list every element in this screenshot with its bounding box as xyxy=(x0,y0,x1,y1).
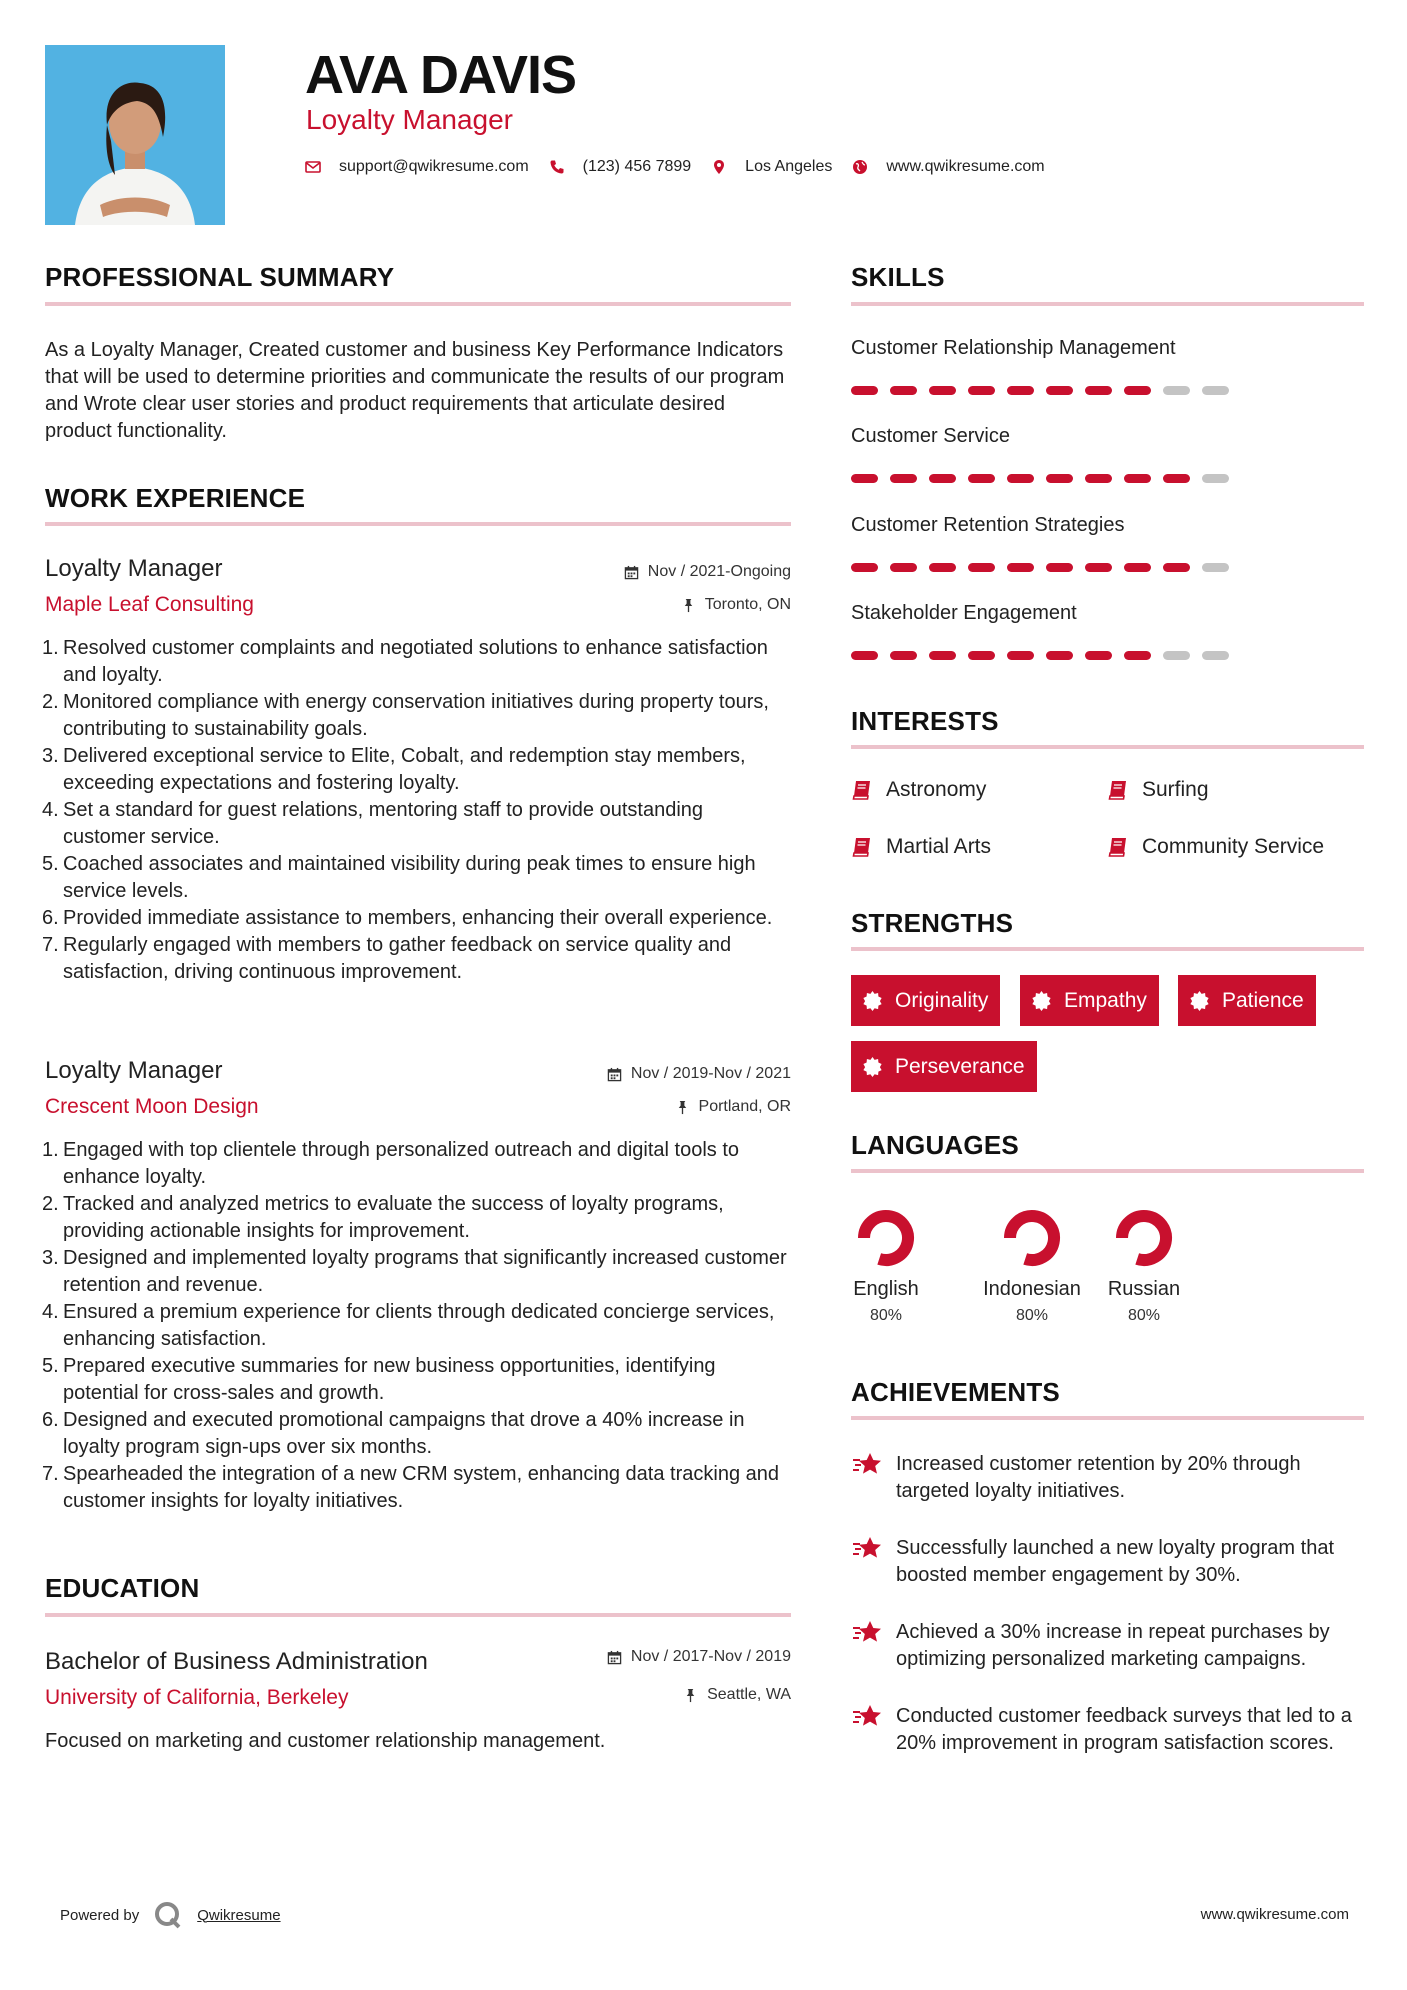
skill-dot-filled xyxy=(1124,474,1151,483)
languages-divider xyxy=(851,1169,1364,1173)
brand-link[interactable]: Qwikresume xyxy=(197,1906,281,1924)
skill-name: Customer Retention Strategies xyxy=(851,514,1125,536)
skills-heading: SKILLS xyxy=(851,262,945,292)
list-item: 3. Delivered exceptional service to Elite, Cobalt, and redemption stay members, exceeding expectations and fostering loyalty. xyxy=(42,745,746,794)
company-name: Maple Leaf Consulting xyxy=(45,593,254,616)
summary-text: As a Loyalty Manager, Created customer and business Key Performance Indicators that will be used to determine priorities and communicate the results of our program and Wrote clear user stories and product requirements that articulate desired product functionality. xyxy=(45,339,785,442)
skill-level-dots xyxy=(851,386,1241,395)
skill-dot-filled xyxy=(1007,651,1034,660)
contact-bar xyxy=(305,158,1065,176)
strength-label: Originality xyxy=(895,988,989,1012)
skill-name: Stakeholder Engagement xyxy=(851,602,1077,624)
job-dates-text: Nov / 2021-Ongoing xyxy=(647,563,791,580)
interests-divider xyxy=(851,745,1364,749)
candidate-role: Loyalty Manager xyxy=(306,104,514,135)
book-icon xyxy=(851,779,873,801)
skill-dot-filled xyxy=(929,651,956,660)
skill-dot-empty xyxy=(1163,651,1190,660)
candidate-name: AVA DAVIS xyxy=(305,45,577,105)
star-icon xyxy=(851,1617,883,1649)
job-title: Loyalty Manager xyxy=(45,555,223,582)
skill-dot-filled xyxy=(1124,651,1151,660)
achievement-item xyxy=(851,1535,1366,1589)
language-percent: 80% xyxy=(1127,1307,1161,1324)
interest-item xyxy=(851,835,991,859)
summary-heading: PROFESSIONAL SUMMARY xyxy=(45,262,395,292)
achievement-text: Conducted customer feedback surveys that led to a 20% improvement in program satisfaction scores. xyxy=(896,1705,1352,1754)
skill-dot-filled xyxy=(1124,563,1151,572)
footer-powered-by xyxy=(60,1900,281,1930)
skill-dot-filled xyxy=(890,563,917,572)
achievements-heading: ACHIEVEMENTS xyxy=(851,1377,1060,1407)
map-pin-icon xyxy=(711,159,727,175)
interest-label: Community Service xyxy=(1142,835,1325,858)
contact-location xyxy=(711,158,832,176)
strength-label: Empathy xyxy=(1064,988,1147,1012)
skill-dot-filled xyxy=(1085,386,1112,395)
interest-item xyxy=(1107,778,1209,802)
job-bullets xyxy=(42,1137,790,1515)
footer-website[interactable]: www.qwikresume.com xyxy=(1200,1906,1349,1923)
interest-item xyxy=(851,778,986,802)
skill-name: Customer Service xyxy=(851,425,1010,447)
strength-tag xyxy=(851,1041,1037,1092)
badge-icon xyxy=(863,991,883,1011)
job-title: Loyalty Manager xyxy=(45,1057,223,1084)
education-location-text: Seattle, WA xyxy=(707,1686,791,1703)
degree-title: Bachelor of Business Administration xyxy=(45,1648,428,1675)
powered-by-label: Powered by xyxy=(60,1906,140,1924)
skill-dot-filled xyxy=(851,563,878,572)
skill-dot-filled xyxy=(1046,651,1073,660)
job-dates xyxy=(607,1065,791,1083)
list-item: 6. Provided immediate assistance to members, enhancing their overall experience. xyxy=(42,907,773,929)
list-item: 2. Monitored compliance with energy conservation initiatives during property tours, contributing to sustainability goals. xyxy=(42,691,769,740)
strength-label: Patience xyxy=(1222,988,1304,1012)
profile-photo xyxy=(45,45,225,225)
job-dates xyxy=(624,563,791,581)
achievement-text: Achieved a 30% increase in repeat purchases by optimizing personalized marketing campaigns. xyxy=(896,1621,1330,1670)
achievement-item xyxy=(851,1451,1366,1505)
education-dates xyxy=(607,1648,791,1666)
education-location xyxy=(683,1686,791,1704)
contact-email[interactable] xyxy=(305,158,529,176)
interest-label: Surfing xyxy=(1142,778,1209,801)
skill-dot-empty xyxy=(1163,386,1190,395)
education-heading: EDUCATION xyxy=(45,1573,200,1603)
language-ring-arc xyxy=(1122,1216,1166,1260)
language-item xyxy=(972,1208,1092,1325)
language-percent: 80% xyxy=(869,1307,903,1324)
list-item: 1. Resolved customer complaints and negotiated solutions to enhance satisfaction and loyalty. xyxy=(42,637,768,686)
language-name: Russian xyxy=(1107,1278,1181,1300)
skill-dot-empty xyxy=(1202,563,1229,572)
strength-label: Perseverance xyxy=(895,1054,1025,1078)
skill-dot-filled xyxy=(851,474,878,483)
achievements-divider xyxy=(851,1416,1364,1420)
email-text: support@qwikresume.com xyxy=(339,158,529,175)
job-location xyxy=(681,596,791,614)
interests-heading: INTERESTS xyxy=(851,706,999,736)
languages-heading: LANGUAGES xyxy=(851,1130,1019,1160)
calendar-icon xyxy=(624,565,639,580)
pushpin-icon xyxy=(681,598,696,613)
language-name: Indonesian xyxy=(983,1278,1081,1300)
star-icon xyxy=(851,1533,883,1565)
skills-divider xyxy=(851,302,1364,306)
skill-dot-filled xyxy=(890,651,917,660)
skill-dot-filled xyxy=(968,651,995,660)
list-item: 1. Engaged with top clientele through personalized outreach and digital tools to enhance loyalty. xyxy=(42,1139,740,1188)
job-location xyxy=(675,1098,791,1116)
language-ring-arc xyxy=(1010,1216,1054,1260)
pushpin-icon xyxy=(675,1100,690,1115)
strength-tag xyxy=(1178,975,1316,1026)
phone-icon xyxy=(549,159,565,175)
strength-tag xyxy=(1020,975,1159,1026)
language-name: English xyxy=(853,1278,919,1300)
list-item: 2. Tracked and analyzed metrics to evaluate the success of loyalty programs, providing actionable insights for improvement. xyxy=(42,1193,724,1242)
list-item: 7. Spearheaded the integration of a new CRM system, enhancing data tracking and customer insights for loyalty initiatives. xyxy=(42,1463,779,1512)
qwikresume-logo-icon xyxy=(153,1900,183,1930)
summary-divider xyxy=(45,302,791,306)
skill-dot-empty xyxy=(1202,474,1229,483)
skill-name: Customer Relationship Management xyxy=(851,337,1176,359)
education-dates-text: Nov / 2017-Nov / 2019 xyxy=(630,1648,791,1665)
achievement-item xyxy=(851,1619,1366,1673)
skill-level-dots xyxy=(851,474,1241,483)
skill-dot-filled xyxy=(1046,474,1073,483)
list-item: 4. Set a standard for guest relations, mentoring staff to provide outstanding customer service. xyxy=(42,799,704,848)
skill-dot-filled xyxy=(890,474,917,483)
skill-dot-filled xyxy=(1085,651,1112,660)
location-text: Los Angeles xyxy=(745,158,833,175)
skill-dot-filled xyxy=(1085,563,1112,572)
skill-dot-empty xyxy=(1202,386,1229,395)
company-name: Crescent Moon Design xyxy=(45,1095,259,1118)
education-description: Focused on marketing and customer relationship management. xyxy=(45,1730,606,1752)
strengths-heading: STRENGTHS xyxy=(851,908,1014,938)
strength-tag xyxy=(851,975,1000,1026)
book-icon xyxy=(1107,836,1129,858)
badge-icon xyxy=(863,1057,883,1077)
skill-dot-filled xyxy=(1007,474,1034,483)
achievement-text: Successfully launched a new loyalty program that boosted member engagement by 30%. xyxy=(896,1537,1335,1586)
badge-icon xyxy=(1190,991,1210,1011)
skill-dot-filled xyxy=(890,386,917,395)
skill-dot-filled xyxy=(851,386,878,395)
book-icon xyxy=(851,836,873,858)
phone-text: (123) 456 7899 xyxy=(582,158,692,175)
globe-icon xyxy=(852,159,868,175)
skill-dot-filled xyxy=(1163,563,1190,572)
star-icon xyxy=(851,1449,883,1481)
skill-dot-empty xyxy=(1202,651,1229,660)
skill-dot-filled xyxy=(851,651,878,660)
badge-icon xyxy=(1032,991,1052,1011)
skill-dot-filled xyxy=(1007,386,1034,395)
interest-label: Martial Arts xyxy=(886,835,992,858)
contact-website[interactable] xyxy=(852,158,1044,176)
skill-dot-filled xyxy=(1046,563,1073,572)
language-ring-arc xyxy=(864,1216,908,1260)
education-divider xyxy=(45,1613,791,1617)
skill-dot-filled xyxy=(1163,474,1190,483)
skill-level-dots xyxy=(851,651,1241,660)
pushpin-icon xyxy=(683,1688,698,1703)
skill-dot-filled xyxy=(1046,386,1073,395)
skill-dot-filled xyxy=(1007,563,1034,572)
list-item: 4. Ensured a premium experience for clients through dedicated concierge services, enhancing satisfaction. xyxy=(42,1301,775,1350)
skill-dot-filled xyxy=(1124,386,1151,395)
interest-label: Astronomy xyxy=(886,778,987,801)
achievement-item xyxy=(851,1703,1366,1757)
skill-dot-filled xyxy=(929,563,956,572)
job-bullets xyxy=(42,635,790,986)
job-dates-text: Nov / 2019-Nov / 2021 xyxy=(630,1065,791,1082)
language-item xyxy=(1084,1208,1204,1325)
job-location-text: Toronto, ON xyxy=(704,596,791,613)
calendar-icon xyxy=(607,1067,622,1082)
school-name: University of California, Berkeley xyxy=(45,1686,349,1709)
list-item: 5. Coached associates and maintained visibility during peak times to ensure high service levels. xyxy=(42,853,756,902)
skill-dot-filled xyxy=(1085,474,1112,483)
strengths-divider xyxy=(851,947,1364,951)
contact-phone[interactable] xyxy=(549,158,692,176)
language-percent: 80% xyxy=(1015,1307,1049,1324)
skill-dot-filled xyxy=(929,386,956,395)
language-ring xyxy=(1114,1208,1174,1268)
skill-dot-filled xyxy=(968,386,995,395)
calendar-icon xyxy=(607,1650,622,1665)
skill-level-dots xyxy=(851,563,1241,572)
skill-dot-filled xyxy=(968,474,995,483)
list-item: 7. Regularly engaged with members to gather feedback on service quality and satisfaction, driving continuous improvement. xyxy=(42,934,732,983)
language-ring xyxy=(856,1208,916,1268)
website-text: www.qwikresume.com xyxy=(886,158,1045,175)
list-item: 5. Prepared executive summaries for new business opportunities, identifying potential for cross-sales and growth. xyxy=(42,1355,716,1404)
language-item xyxy=(826,1208,946,1325)
interest-item xyxy=(1107,835,1324,859)
achievement-text: Increased customer retention by 20% through targeted loyalty initiatives. xyxy=(896,1453,1301,1502)
person-portrait-icon xyxy=(45,45,225,225)
job-location-text: Portland, OR xyxy=(698,1098,791,1115)
list-item: 6. Designed and executed promotional campaigns that drove a 40% increase in loyalty program sign-ups over six months. xyxy=(42,1409,745,1458)
experience-divider xyxy=(45,522,791,526)
experience-heading: WORK EXPERIENCE xyxy=(45,483,306,513)
star-icon xyxy=(851,1701,883,1733)
list-item: 3. Designed and implemented loyalty programs that significantly increased customer retention and revenue. xyxy=(42,1247,787,1296)
language-ring xyxy=(1002,1208,1062,1268)
skill-dot-filled xyxy=(968,563,995,572)
skill-dot-filled xyxy=(929,474,956,483)
envelope-icon xyxy=(305,159,321,175)
book-icon xyxy=(1107,779,1129,801)
